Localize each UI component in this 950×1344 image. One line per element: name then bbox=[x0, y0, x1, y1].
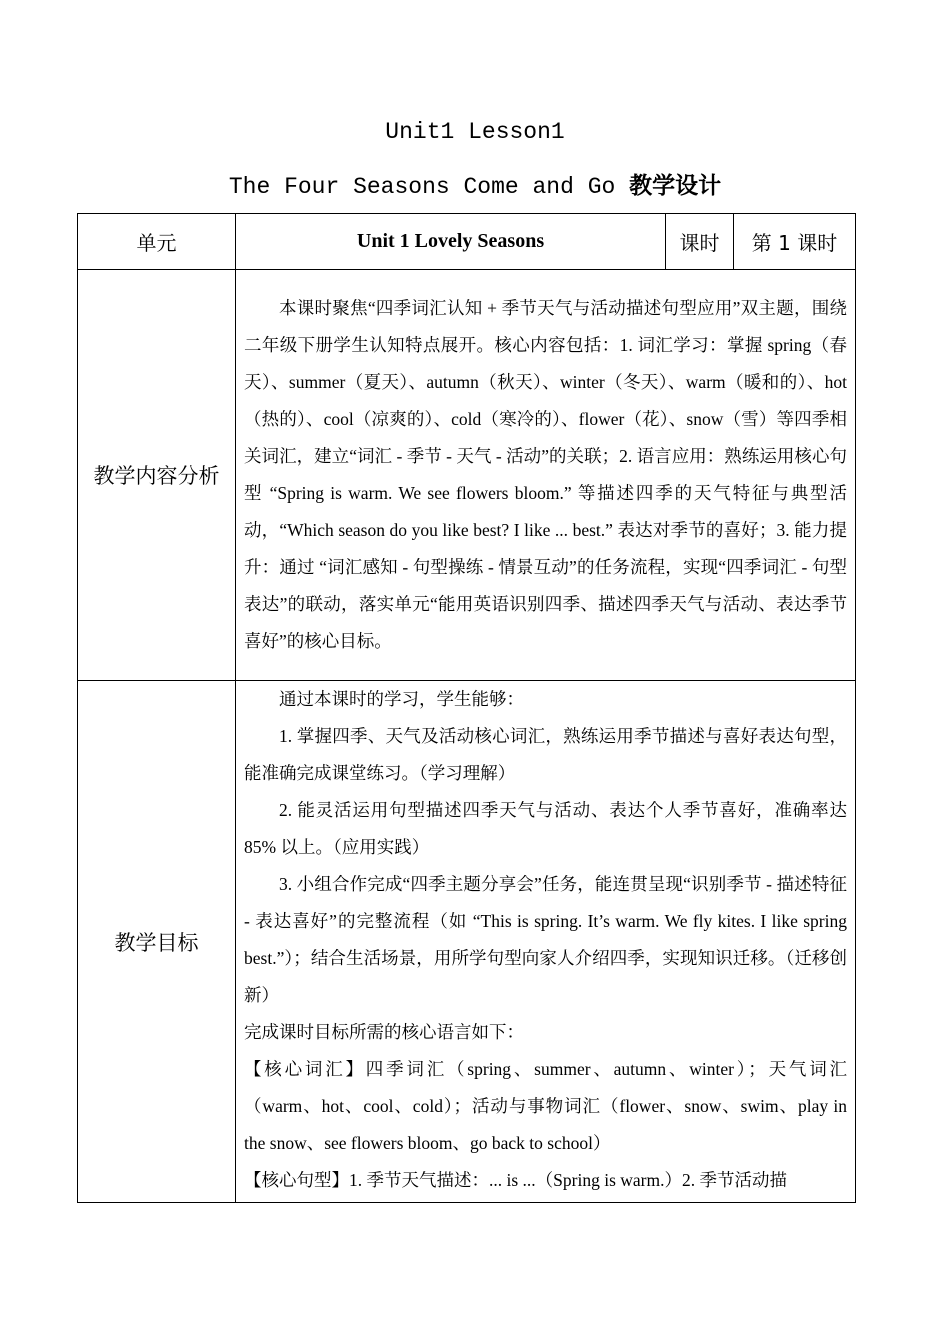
goal-item-3: 3. 小组合作完成“四季主题分享会”任务，能连贯呈现“识别季节 - 描述特征 - 表达喜好”的完整流程（如 “This is spring. It’s warm. We fly kites. I like spring best.”）；结合生活场景，用所学句型向家人介绍四季，实现知识迁移。（迁移创新） bbox=[244, 874, 847, 1005]
core-language-intro: 完成课时目标所需的核心语言如下： bbox=[244, 1022, 524, 1042]
title-chinese: 教学设计 bbox=[629, 173, 722, 199]
document-title-line1: Unit1 Lesson1 bbox=[385, 119, 565, 145]
unit-label: 单元 bbox=[78, 214, 236, 270]
lesson-plan-table bbox=[77, 213, 856, 1203]
core-sentences: 【核心句型】1. 季节天气描述：... is ...（Spring is warm.）2. 季节活动描 bbox=[244, 1170, 787, 1190]
content-analysis-cell bbox=[236, 270, 856, 681]
document-title-line2 bbox=[0, 167, 950, 200]
core-vocabulary: 【核心词汇】四季词汇（spring、summer、autumn、winter）；天气词汇（warm、hot、cool、cold）；活动与事物词汇（flower、snow、swim、play in the snow、see flowers bloom、go back to school） bbox=[244, 1059, 847, 1153]
goal-item-2: 2. 能灵活运用句型描述四季天气与活动、表达个人季节喜好，准确率达 85% 以上。（应用实践） bbox=[244, 800, 847, 857]
period-label: 课时 bbox=[666, 214, 734, 270]
title-english: The Four Seasons Come and Go bbox=[228, 174, 630, 200]
goals-intro: 通过本课时的学习，学生能够： bbox=[279, 689, 524, 709]
teaching-goals-row bbox=[78, 681, 856, 1203]
goal-item-1: 1. 掌握四季、天气及活动核心词汇，熟练运用季节描述与喜好表达句型，能准确完成课堂练习。（学习理解） bbox=[244, 726, 847, 783]
teaching-goals-label: 教学目标 bbox=[78, 681, 236, 1203]
content-analysis-label: 教学内容分析 bbox=[78, 270, 236, 681]
content-analysis-row bbox=[78, 270, 856, 681]
content-analysis-text: 本课时聚焦“四季词汇认知 + 季节天气与活动描述句型应用”双主题，围绕二年级下册学生认知特点展开。核心内容包括：1. 词汇学习：掌握 spring（春天）、summer（夏天）、autumn（秋天）、winter（冬天）、warm（暖和的）、hot（热的）、cool（凉爽的）、cold（寒冷的）、flower（花）、snow（雪）等四季相关词汇，建立“词汇 - 季节 - 天气 - 活动”的关联；2. 语言应用：熟练运用核心句型 “Spring is warm. We see flowers bloom.” 等描述四季的天气特征与典型活动，“Which season do you like best? I like ... best.” 表达对季节的喜好；3. 能力提升：通过 “词汇感知 - 句型操练 - 情景互动”的任务流程，实现“四季词汇 - 句型表达”的联动，落实单元“能用英语识别四季、描述四季天气与活动、表达季节喜好”的核心目标。 bbox=[244, 298, 847, 651]
unit-name: Unit 1 Lovely Seasons bbox=[236, 214, 666, 270]
teaching-goals-cell bbox=[236, 681, 856, 1203]
unit-row bbox=[78, 214, 856, 270]
period-value: 第 1 课时 bbox=[734, 214, 856, 270]
